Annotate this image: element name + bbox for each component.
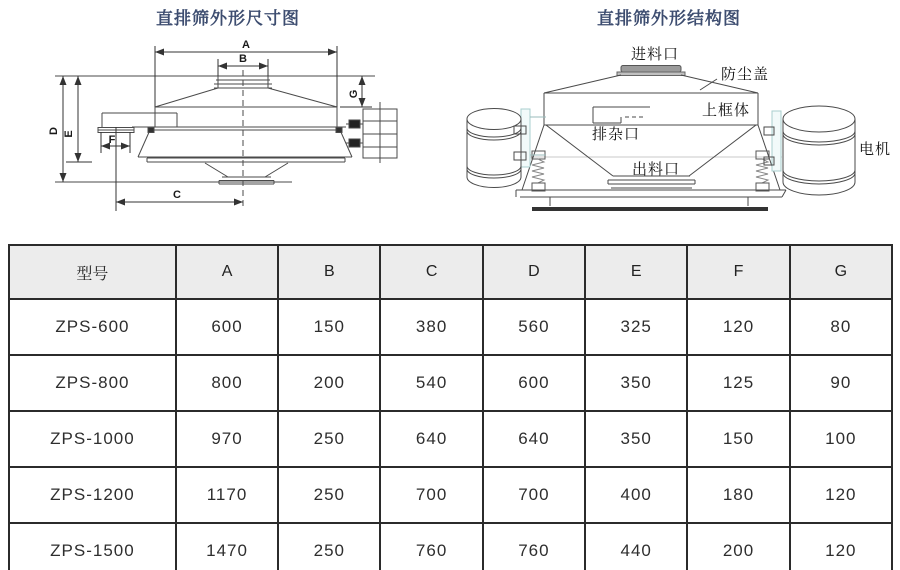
dim-label-E: E: [63, 130, 75, 138]
table-cell: 1170: [176, 467, 278, 523]
column-header-G: G: [790, 245, 892, 299]
table-cell: 325: [585, 299, 687, 355]
table-cell: 380: [380, 299, 482, 355]
dim-label-C: C: [173, 189, 181, 201]
table-row: [9, 467, 892, 523]
model-cell: ZPS-1500: [9, 523, 176, 570]
model-cell: ZPS-1000: [9, 411, 176, 467]
side-motor-detail: [346, 102, 397, 163]
label-upper-frame: 上框体: [701, 102, 751, 119]
column-header-D: D: [483, 245, 585, 299]
dim-label-A: A: [242, 39, 250, 51]
dim-label-G: G: [348, 89, 360, 99]
table-cell: 700: [380, 467, 482, 523]
table-cell: 350: [585, 411, 687, 467]
table-cell: 600: [176, 299, 278, 355]
label-discharge-outlet: 出料口: [631, 161, 681, 178]
table-cell: 250: [278, 523, 380, 570]
table-cell: 180: [687, 467, 789, 523]
table-row: [9, 411, 892, 467]
column-header-E: E: [585, 245, 687, 299]
dim-label-D: D: [48, 127, 60, 135]
table-cell: 80: [790, 299, 892, 355]
column-header-A: A: [176, 245, 278, 299]
column-header-C: C: [380, 245, 482, 299]
table-cell: 400: [585, 467, 687, 523]
table-cell: 120: [687, 299, 789, 355]
column-header-model: 型号: [9, 245, 176, 299]
structure-outline: [516, 66, 786, 210]
table-cell: 600: [483, 355, 585, 411]
label-dust-cover: 防尘盖: [720, 66, 770, 83]
table-cell: 540: [380, 355, 482, 411]
table-row: [9, 299, 892, 355]
table-cell: 760: [483, 523, 585, 570]
column-header-B: B: [278, 245, 380, 299]
table-cell: 250: [278, 411, 380, 467]
table-cell: 200: [687, 523, 789, 570]
structure-diagram: [450, 0, 900, 235]
table-cell: 970: [176, 411, 278, 467]
table-cell: 200: [278, 355, 380, 411]
column-header-F: F: [687, 245, 789, 299]
table-cell: 640: [483, 411, 585, 467]
table-cell: 150: [278, 299, 380, 355]
table-cell: 440: [585, 523, 687, 570]
table-cell: 150: [687, 411, 789, 467]
table-cell: 350: [585, 355, 687, 411]
table-cell: 90: [790, 355, 892, 411]
table-cell: 100: [790, 411, 892, 467]
model-cell: ZPS-1200: [9, 467, 176, 523]
table-row: [9, 523, 892, 570]
model-cell: ZPS-600: [9, 299, 176, 355]
label-impurity-outlet: 排杂口: [591, 126, 641, 143]
spec-table: [8, 244, 893, 570]
motor-left: [467, 109, 546, 188]
header-row: [9, 245, 892, 299]
table-cell: 120: [790, 467, 892, 523]
dimension-lines: [63, 46, 372, 211]
table-cell: 125: [687, 355, 789, 411]
right-diagram-title: 直排筛外形结构图: [597, 9, 741, 28]
dim-label-B: B: [239, 53, 247, 65]
table-cell: 800: [176, 355, 278, 411]
table-cell: 640: [380, 411, 482, 467]
label-motor: 电机: [858, 141, 892, 158]
table-cell: 1470: [176, 523, 278, 570]
table-cell: 120: [790, 523, 892, 570]
model-cell: ZPS-800: [9, 355, 176, 411]
table-cell: 250: [278, 467, 380, 523]
label-feed-inlet: 进料口: [630, 46, 680, 63]
machine-outline: [55, 70, 375, 208]
dim-label-F: F: [108, 134, 116, 146]
table-cell: 700: [483, 467, 585, 523]
table-cell: 760: [380, 523, 482, 570]
dimension-diagram: [0, 0, 450, 235]
table-row: [9, 355, 892, 411]
left-diagram-title: 直排筛外形尺寸图: [156, 9, 300, 28]
table-cell: 560: [483, 299, 585, 355]
